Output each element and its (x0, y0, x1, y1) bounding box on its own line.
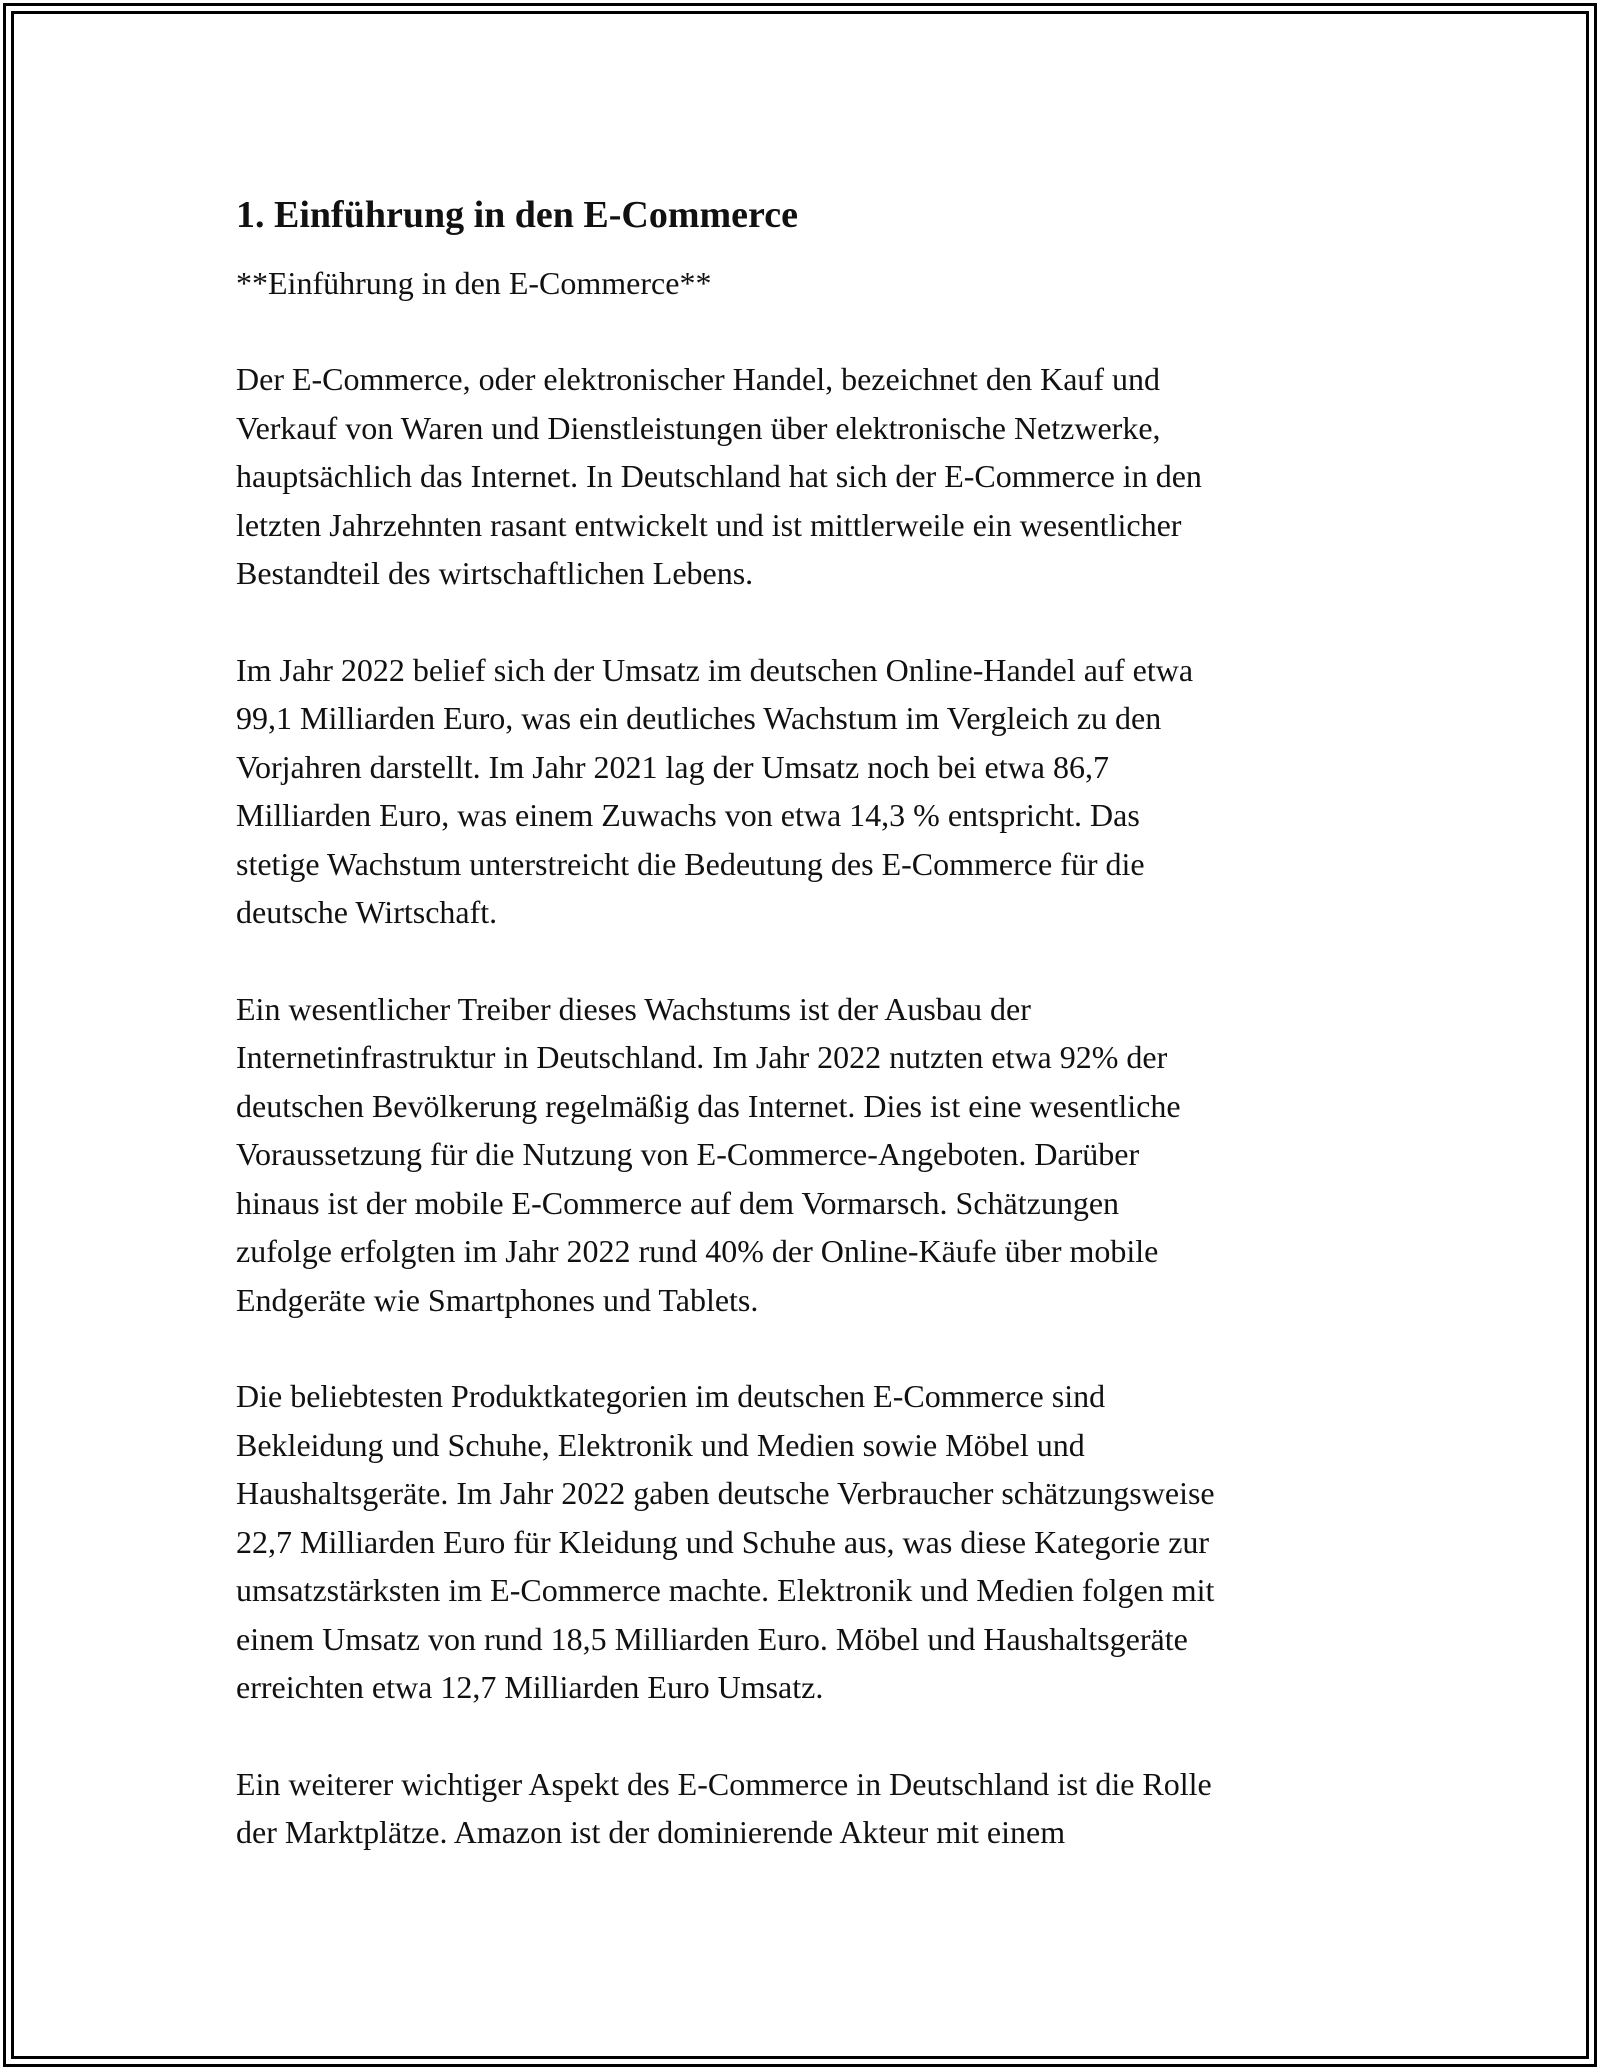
text-line: Haushaltsgeräte. Im Jahr 2022 gaben deutsche Verbraucher schätzungsweise (236, 1475, 1215, 1511)
section-subtitle: **Einführung in den E-Commerce** (236, 265, 712, 301)
text-line: hauptsächlich das Internet. In Deutschland hat sich der E-Commerce in den (236, 458, 1202, 494)
document-content (236, 185, 1376, 1857)
text-line: hinaus ist der mobile E-Commerce auf dem Vormarsch. Schätzungen (236, 1184, 1120, 1221)
paragraph (236, 1760, 1376, 1857)
text-line: zufolge erfolgten im Jahr 2022 rund 40% der Online-Käufe über mobile (236, 1233, 1159, 1269)
text-line: umsatzstärksten im E-Commerce machte. Elektronik und Medien folgen mit (236, 1572, 1215, 1608)
paragraph (236, 646, 1376, 937)
text-line: stetige Wachstum unterstreicht die Bedeutung des E-Commerce für die (236, 845, 1145, 882)
text-line: Milliarden Euro, was einem Zuwachs von etwa 14,3 % entspricht. Das (236, 797, 1140, 833)
text-line: Bestandteil des wirtschaftlichen Lebens. (236, 555, 754, 591)
text-line: Im Jahr 2022 belief sich der Umsatz im deutschen Online-Handel auf etwa (236, 651, 1194, 688)
text-line: Vorjahren darstellt. Im Jahr 2021 lag der Umsatz noch bei etwa 86,7 (236, 748, 1109, 785)
text-line: erreichten etwa 12,7 Milliarden Euro Umsatz. (236, 1669, 824, 1705)
text-line: deutschen Bevölkerung regelmäßig das Internet. Dies ist eine wesentliche (236, 1087, 1181, 1124)
text-line: einem Umsatz von rund 18,5 Milliarden Euro. Möbel und Haushaltsgeräte (236, 1620, 1188, 1657)
body-text (236, 355, 1376, 1857)
text-line: Internetinfrastruktur in Deutschland. Im Jahr 2022 nutzten etwa 92% der (236, 1039, 1168, 1075)
paragraph (236, 985, 1376, 1325)
paragraph (236, 355, 1376, 598)
text-line: 99,1 Milliarden Euro, was ein deutliches Wachstum im Vergleich zu den (236, 700, 1162, 736)
text-line: Verkauf von Waren und Dienstleistungen über elektronische Netzwerke, (236, 409, 1161, 446)
text-line: letzten Jahrzehnten rasant entwickelt und ist mittlerweile ein wesentlicher (236, 506, 1182, 543)
text-line: Ein weiterer wichtiger Aspekt des E-Commerce in Deutschland ist die Rolle (236, 1765, 1212, 1802)
text-line: Die beliebtesten Produktkategorien im deutschen E-Commerce sind (236, 1378, 1106, 1414)
section-heading: 1. Einführung in den E-Commerce (236, 194, 798, 236)
text-line: der Marktplätze. Amazon ist der dominierende Akteur mit einem (236, 1814, 1066, 1850)
text-line: Voraussetzung für die Nutzung von E-Commerce-Angeboten. Darüber (236, 1136, 1140, 1172)
text-line: deutsche Wirtschaft. (236, 894, 498, 930)
text-line: Endgeräte wie Smartphones und Tablets. (236, 1281, 759, 1318)
text-line: Ein wesentlicher Treiber dieses Wachstums ist der Ausbau der (236, 990, 1031, 1027)
text-line: 22,7 Milliarden Euro für Kleidung und Schuhe aus, was diese Kategorie zur (236, 1523, 1210, 1560)
text-line: Der E-Commerce, oder elektronischer Handel, bezeichnet den Kauf und (236, 361, 1161, 397)
paragraph (236, 1372, 1376, 1712)
text-line: Bekleidung und Schuhe, Elektronik und Medien sowie Möbel und (236, 1426, 1085, 1463)
